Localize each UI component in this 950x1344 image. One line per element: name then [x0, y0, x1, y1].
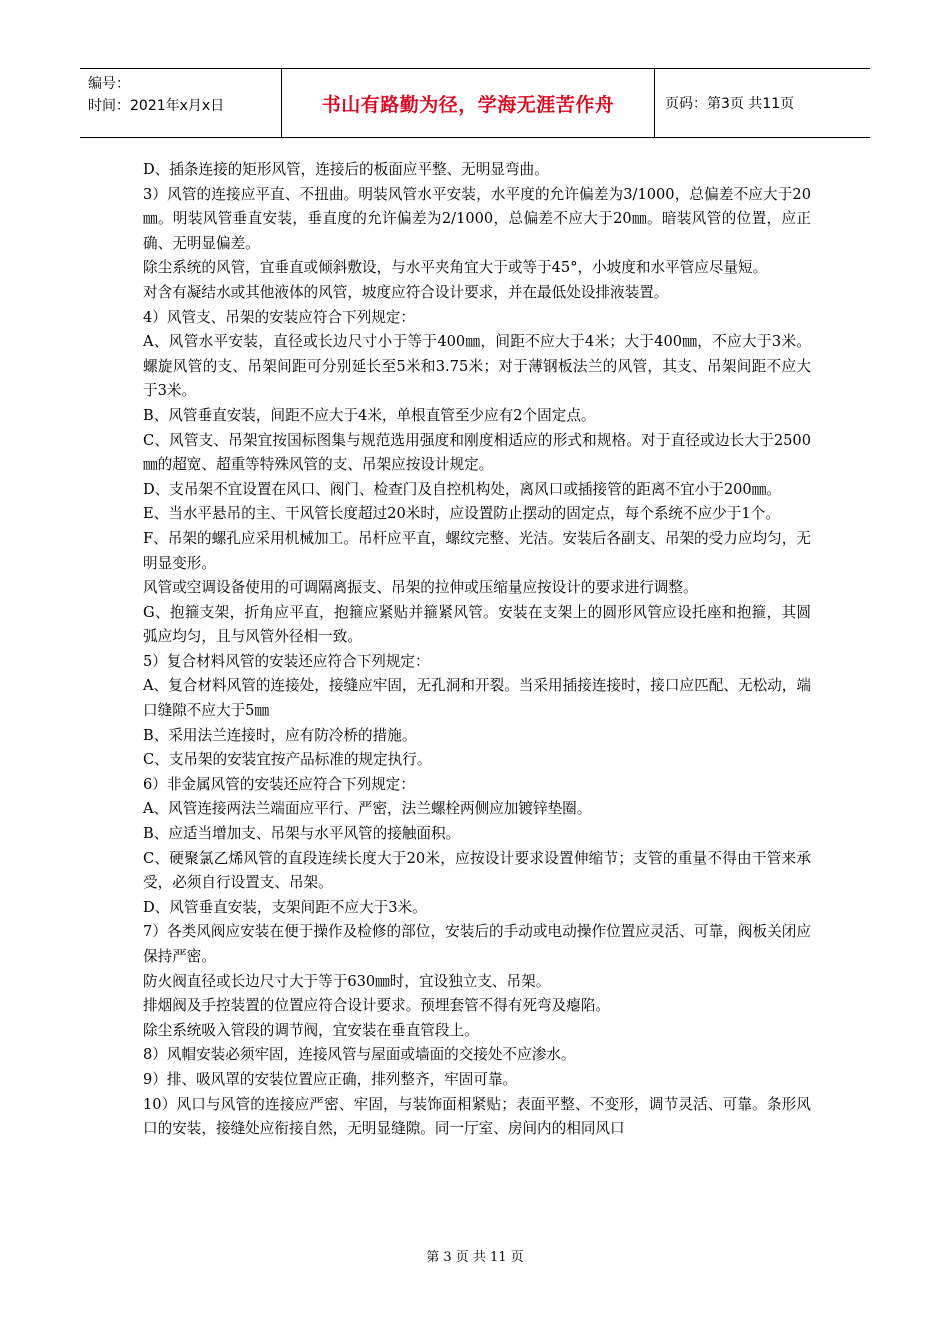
paragraph: C、风管支、吊架宜按国标图集与规范选用强度和刚度相适应的形式和规格。对于直径或边长大于2500㎜的超宽、超重等特殊风管的支、吊架应按设计规定。: [143, 431, 811, 474]
document-date-label: 时间：2021年x月x日: [88, 98, 225, 114]
paragraph: B、采用法兰连接时，应有防冷桥的措施。: [143, 726, 417, 744]
paragraph: D、支吊架不宜设置在风口、阀门、检查门及自控机构处，离风口或插接管的距离不宜小于200㎜。: [143, 480, 781, 498]
header-page-info: 页码：第3页 共11页: [665, 96, 795, 112]
header-page-info-cell: [655, 69, 870, 137]
paragraph: B、应适当增加支、吊架与水平风管的接触面积。: [143, 825, 461, 843]
paragraph: A、复合材料风管的连接处，接缝应牢固，无孔洞和开裂。当采用插接连接时，接口应匹配、无松动，端口缝隙不应大于5㎜: [143, 677, 811, 720]
paragraph: B、风管垂直安装，间距不应大于4米，单根直管至少应有2个固定点。: [143, 406, 596, 424]
paragraph: D、风管垂直安装，支架间距不应大于3米。: [143, 898, 427, 916]
header-motto-cell: [282, 69, 655, 137]
header-motto: 书山有路勤为径，学海无涯苦作舟: [321, 93, 615, 116]
paragraph: 防火阀直径或长边尺寸大于等于630㎜时，宜设独立支、吊架。: [143, 972, 551, 990]
paragraph: C、支吊架的安装宜按产品标准的规定执行。: [143, 751, 432, 769]
paragraph: D、插条连接的矩形风管，连接后的板面应平整、无明显弯曲。: [143, 161, 549, 178]
paragraph: 排烟阀及手控装置的位置应符合设计要求。预埋套管不得有死弯及瘪陷。: [143, 997, 611, 1015]
paragraph: 7）各类风阀应安装在便于操作及检修的部位，安装后的手动或电动操作位置应灵活、可靠，阀板关闭应保持严密。: [143, 923, 811, 965]
page-header: [80, 68, 870, 138]
document-body: [143, 158, 811, 1142]
paragraph: 除尘系统的风管，宜垂直或倾斜敷设，与水平夹角宜大于或等于45°，小坡度和水平管应尽量短。: [143, 259, 768, 277]
page-footer: 第 3 页 共 11 页: [426, 1250, 524, 1265]
paragraph: 10）风口与风管的连接应严密、牢固，与装饰面相紧贴；表面平整、不变形，调节灵活、可靠。条形风口的安装，接缝处应衔接自然，无明显缝隙。同一厅室、房间内的相同风口: [143, 1095, 811, 1138]
paragraph: 4）风管支、吊架的安装应符合下列规定：: [143, 308, 415, 326]
paragraph: F、吊架的螺孔应采用机械加工。吊杆应平直，螺纹完整、光洁。安装后各副支、吊架的受力应均匀，无明显变形。: [143, 529, 811, 572]
paragraph: 风管或空调设备使用的可调隔离振支、吊架的拉伸或压缩量应按设计的要求进行调整。: [143, 579, 698, 597]
paragraph: E、当水平悬吊的主、干风管长度超过20米时，应设置防止摆动的固定点，每个系统不应少于1个。: [143, 505, 780, 523]
paragraph: 5）复合材料风管的安装还应符合下列规定：: [143, 652, 430, 670]
paragraph: 3）风管的连接应平直、不扭曲。明装风管水平安装，水平度的允许偏差为3/1000，总偏差不应大于20㎜。明装风管垂直安装，垂直度的允许偏差为2/1000，总偏差不应大于20㎜。暗装风管的位置，应正确、无明显偏差。: [143, 185, 811, 252]
paragraph: G、抱箍支架，折角应平直，抱箍应紧贴并箍紧风管。安装在支架上的圆形风管应设托座和抱箍，其圆弧应均匀，且与风管外径相一致。: [143, 603, 811, 646]
paragraph: C、硬聚氯乙烯风管的直段连续长度大于20米，应按设计要求设置伸缩节；支管的重量不得由干管来承受，必须自行设置支、吊架。: [143, 849, 811, 892]
paragraph: 对含有凝结水或其他液体的风管，坡度应符合设计要求，并在最低处设排液装置。: [143, 283, 669, 301]
paragraph: 8）风帽安装必须牢固，连接风管与屋面或墙面的交接处不应渗水。: [143, 1046, 576, 1064]
paragraph: 6）非金属风管的安装还应符合下列规定：: [143, 775, 415, 793]
document-number-label: 编号：: [88, 76, 130, 92]
paragraph: A、风管连接两法兰端面应平行、严密，法兰螺栓两侧应加镀锌垫圈。: [143, 800, 592, 818]
paragraph: 除尘系统吸入管段的调节阀，宜安装在垂直管段上。: [143, 1021, 479, 1039]
paragraph: A、风管水平安装，直径或长边尺寸小于等于400㎜，间距不应大于4米；大于400㎜，不应大于3米。螺旋风管的支、吊架间距可分别延长至5米和3.75米；对于薄钢板法兰的风管，其支、吊架间距不应大于3米。: [143, 333, 811, 400]
header-meta: [80, 69, 282, 137]
paragraph: 9）排、吸风罩的安装位置应正确，排列整齐，牢固可靠。: [143, 1070, 518, 1088]
